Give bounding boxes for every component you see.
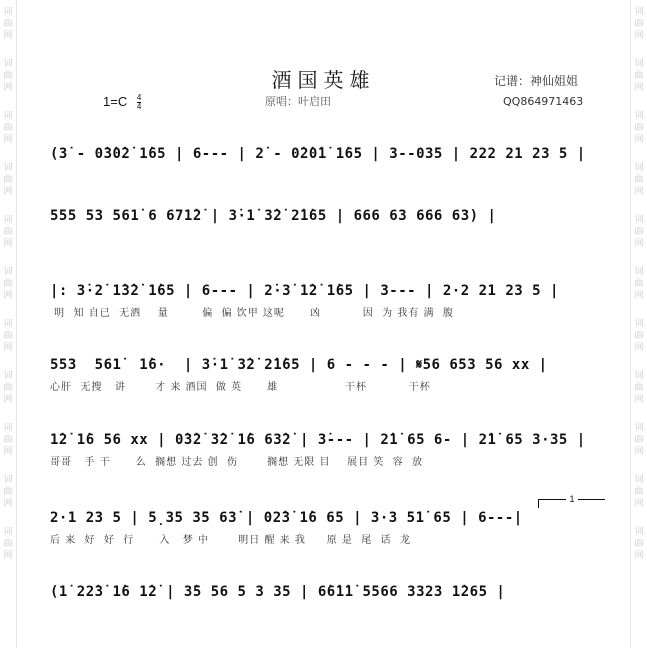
notation-line: (3̇ - 0̇3̇0̇2̇ 1̇65 | 6--- | 2̇ - 0̇2̇0̇1̇ 1̇65 | 3--035 | 222 21 23 5 | (50, 146, 586, 162)
qq-contact: QQ864971463 (503, 95, 584, 108)
notation-line: 553 561̇ 1̇6· | 3̇·1̇ 3̇2̇ 2̇1̇65 | 6 - - - | 𝄋56 653 56 xx | (50, 357, 548, 373)
lyrics-line: 明 知 自已 无酒 量 偏 偏 饮甲 这呢 凶 因 为 我有 满 腹 (50, 308, 454, 319)
volta-label: 1 (566, 494, 577, 504)
notation-line: (1̇ 22̇3̇ 1̇6 1̇2̇ | 3̇5 56 5 3 35 | 6̇6̇1̇1̇ 5566 3323 1̇265 | (50, 584, 506, 600)
singer-credit: 原唱：叶启田 (265, 96, 331, 108)
notation-line: 2·1 23 5 | 5̣35 35 63̇ | 02̇3̇ 1̇6 65 | 3·3 51̇ 65 | 6---| (50, 510, 523, 526)
time-signature-bottom: 4 (136, 102, 142, 112)
score-line-2 (50, 208, 605, 225)
notation-line: 1̇2̇ 1̇6 56 xx | 0̇3̇2̇ 3̇2̇ 1̇6 63̇2̇ | 3̇--- | 2̇1̇ 65 6- | 2̇1̇ 65 3·35 | (50, 432, 586, 448)
key-signature (103, 94, 141, 111)
score-line-1 (50, 146, 605, 163)
score-line-4 (50, 357, 605, 393)
score-line-3 (50, 283, 605, 319)
lyrics-line: 心肝 无搜 讲 才 来 酒国 做 英 雄 干杯 干杯 (50, 382, 431, 393)
arranger-credit: 记谱：神仙姐姐 (494, 74, 579, 88)
time-signature-top: 4 (136, 93, 142, 103)
song-title: 酒国英雄 (271, 68, 376, 92)
time-signature (137, 94, 141, 111)
score-line-7 (50, 584, 605, 601)
score-line-5 (50, 432, 605, 468)
notation-line: |: 3̇·2̇ 1̇3̇2̇ 1̇65 | 6--- | 2̇·3̇ 1̇2̇ 1̇65 | 3--- | 2·2 21 23 5 | (50, 283, 559, 299)
first-ending-bracket (538, 494, 605, 508)
score-line-6 (50, 510, 605, 546)
key-label: 1=C (103, 94, 128, 109)
watermark-left: 词 曲 网 词 曲 网 词 曲 网 词 曲 网 词 曲 网 词 曲 网 词 曲 网 词 曲 网 词 曲 网 词 曲 网 词 曲 网 (0, 0, 17, 648)
watermark-right: 词 曲 网 词 曲 网 词 曲 网 词 曲 网 词 曲 网 词 曲 网 词 曲 网 词 曲 网 词 曲 网 词 曲 网 词 曲 网 (630, 0, 647, 648)
lyrics-line: 哥哥 手 干 么 搁想 过去 创 伤 搁想 无限 目 展目 笑 容 放 (50, 457, 424, 468)
notation-line: 555 53 561̇ 6 671̇2̇ | 3̇·1̇ 3̇2̇ 2̇1̇65 | 666 63 666 63) | (50, 208, 497, 224)
lyrics-line: 后 来 好 好 行 入 梦 中 明日 醒 来 我 原 是 尾 话 龙 (50, 535, 411, 546)
